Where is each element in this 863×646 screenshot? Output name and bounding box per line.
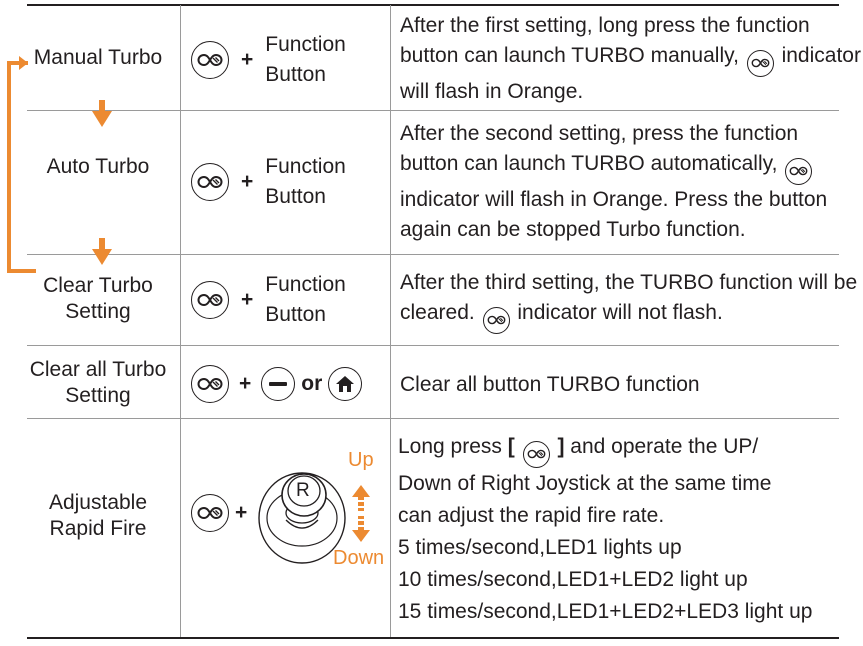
combo-turbo-joystick: +	[191, 494, 253, 532]
row-name-clear-turbo: Clear Turbo Setting	[43, 274, 153, 323]
row-desc-auto-turbo: After the second setting, press the function button can launch TURBO automatically, indicator will flash in Orange. Press the button again can be stopped Turbo function.	[400, 122, 828, 241]
down-label: Down	[333, 547, 385, 569]
function-button-label: Function Button	[265, 155, 346, 208]
combo-turbo-function: + Function Button	[191, 30, 346, 90]
turbo-icon[interactable]	[191, 494, 229, 532]
table-bottom-rule	[27, 637, 839, 639]
home-button-icon[interactable]	[328, 367, 362, 401]
column-divider	[180, 5, 181, 637]
function-button-label: Function Button	[265, 273, 346, 326]
row-name-auto-turbo: Auto Turbo	[46, 155, 150, 178]
desc-line: 10 times/second,LED1+LED2 light up	[398, 567, 748, 591]
turbo-icon[interactable]	[191, 365, 229, 403]
row-desc-rapid-fire	[398, 431, 812, 628]
function-button-label: Function Button	[265, 33, 346, 86]
minus-button-icon[interactable]	[261, 367, 295, 401]
up-label: Up	[348, 449, 374, 471]
row-name-rapid-fire: Adjustable Rapid Fire	[48, 491, 148, 540]
desc-line: 15 times/second,LED1+LED2+LED3 light up	[398, 599, 813, 623]
row-divider	[27, 345, 839, 346]
joystick-label: R	[296, 480, 310, 501]
combo-turbo-function: + Function Button	[191, 152, 346, 212]
turbo-icon[interactable]	[191, 41, 229, 79]
desc-line: Down of Right Joystick at the same time	[398, 471, 772, 495]
turbo-icon	[747, 50, 774, 77]
desc-line: can adjust the rapid fire rate.	[398, 503, 665, 527]
turbo-icon	[523, 441, 550, 468]
row-desc-clear-turbo: After the third setting, the TURBO function will be cleared. indicator will not flash.	[400, 266, 862, 336]
row-divider	[27, 418, 839, 419]
desc-line: Long press [ ] and operate the UP/	[398, 431, 812, 468]
combo-turbo-minus-or-home: + or	[191, 365, 362, 403]
turbo-icon	[483, 307, 510, 334]
column-divider	[390, 5, 391, 637]
turbo-icon[interactable]	[191, 281, 229, 319]
row-name-manual-turbo: Manual Turbo	[33, 46, 163, 69]
combo-turbo-function: + Function Button	[191, 270, 346, 330]
up-arrow-icon	[351, 485, 371, 543]
turbo-icon[interactable]	[191, 163, 229, 201]
row-desc-manual-turbo: After the first setting, long press the function button can launch TURBO manually, indicator will flash in Orange.	[400, 14, 861, 103]
turbo-icon	[785, 158, 812, 185]
row-name-clear-all-turbo: Clear all Turbo Setting	[29, 358, 167, 407]
row-desc-clear-all-turbo: Clear all button TURBO function	[400, 373, 700, 396]
desc-line: 5 times/second,LED1 lights up	[398, 535, 682, 559]
row-divider	[27, 110, 839, 111]
row-divider	[27, 254, 839, 255]
down-arrow-icon	[352, 516, 370, 542]
